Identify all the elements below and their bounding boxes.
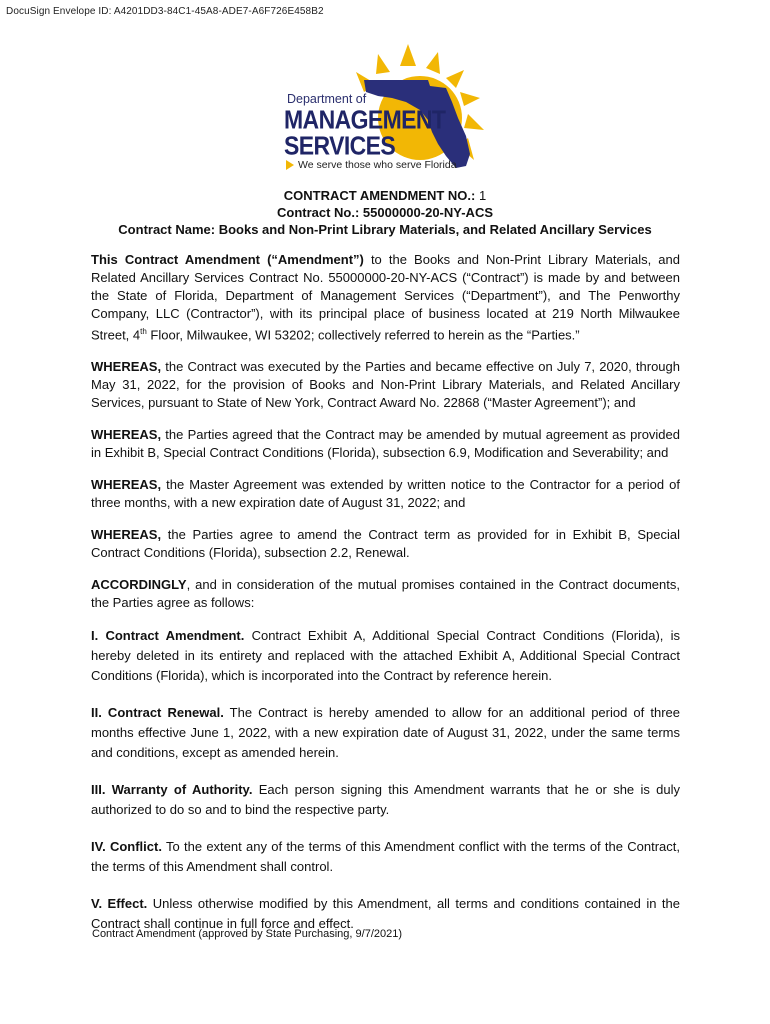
section-text: To the extent any of the terms of this Amendment conflict with the terms of the Contract, the terms of this Amendment shall control. bbox=[91, 839, 680, 875]
section-title: IV. Conflict. bbox=[91, 839, 162, 855]
logo-department-text: Department of bbox=[287, 92, 367, 106]
section-text: Unless otherwise modified by this Amendment, all terms and conditions contained in the Contract shall continue in full force and effect. bbox=[91, 896, 680, 932]
amendment-label: CONTRACT AMENDMENT NO.: bbox=[283, 188, 476, 203]
whereas-label: WHEREAS, bbox=[91, 477, 162, 493]
whereas-text: the Contract was executed by the Parties and became effective on July 7, 2020, through May 31, 2022, for the provision of Books and Non-Print Library Materials, and Related Ancillary Services, pursuant to State of New York, Contract Award No. 22868 (“Master Agreement”); and bbox=[91, 359, 680, 411]
page-footer: Contract Amendment (approved by State Purchasing, 9/7/2021) bbox=[92, 928, 403, 940]
document-heading bbox=[0, 187, 770, 238]
accordingly-label: ACCORDINGLY bbox=[91, 577, 187, 593]
section-conflict bbox=[91, 837, 680, 877]
section-contract-renewal bbox=[91, 703, 680, 763]
dms-logo bbox=[280, 40, 495, 180]
section-text: Contract Exhibit A, Additional Special Contract Conditions (Florida), is hereby deleted in its entirety and replaced with the attached Exhibit A, Additional Special Contract Conditions (Florida), which is incorporated into the Contract by reference herein. bbox=[91, 628, 680, 684]
intro-bold: This Contract Amendment (“Amendment”) bbox=[91, 252, 364, 267]
section-title: I. Contract Amendment. bbox=[91, 628, 245, 644]
whereas-text: the Parties agreed that the Contract may be amended by mutual agreement as provided in Exhibit B, Special Contract Conditions (Florida), subsection 6.9, Modification and Severability; and bbox=[91, 427, 680, 461]
intro-superscript: th bbox=[140, 327, 147, 336]
section-title: II. Contract Renewal. bbox=[91, 705, 224, 721]
intro-text-1: to the Books and Non-Print Library Materials, and Related Ancillary Services Contract No. 55000000-20-NY-ACS (“Contract”) is made by and between the State of Florida, Department of Management Services (“Department”), and The Penworthy Company, LLC (Contractor”), with its principal place of business located at 219 North Milwaukee Street, 4 bbox=[91, 252, 680, 343]
intro-paragraph bbox=[91, 251, 680, 344]
amendment-number: 1 bbox=[479, 188, 487, 203]
section-title: III. Warranty of Authority. bbox=[91, 782, 253, 798]
logo-management-text: MANAGEMENT bbox=[284, 105, 446, 135]
section-contract-amendment bbox=[91, 626, 680, 686]
logo-tagline bbox=[286, 159, 457, 171]
whereas-paragraph bbox=[91, 526, 680, 562]
docusign-envelope-id: DocuSign Envelope ID: A4201DD3-84C1-45A8-ADE7-A6F726E458B2 bbox=[6, 6, 324, 17]
section-warranty-of-authority bbox=[91, 780, 680, 820]
whereas-text: the Master Agreement was extended by written notice to the Contractor for a period of three months, with a new expiration date of August 31, 2022; and bbox=[91, 477, 680, 511]
whereas-paragraph bbox=[91, 358, 680, 412]
section-text: Each person signing this Amendment warrants that he or she is duly authorized to do so and to bind the respective party. bbox=[91, 782, 680, 818]
intro-text-2: Floor, Milwaukee, WI 53202; collectively referred to herein as the “Parties.” bbox=[146, 327, 580, 343]
section-title: V. Effect. bbox=[91, 896, 148, 912]
triangle-arrow-icon bbox=[286, 160, 294, 170]
accordingly-paragraph bbox=[91, 576, 680, 612]
document-body bbox=[91, 251, 680, 951]
accordingly-text: , and in consideration of the mutual promises contained in the Contract documents, the Parties agree as follows: bbox=[91, 577, 680, 611]
whereas-text: the Parties agree to amend the Contract term as provided for in Exhibit B, Special Contract Conditions (Florida), subsection 2.2, Renewal. bbox=[91, 527, 680, 561]
section-text: The Contract is hereby amended to allow for an additional period of three months effective June 1, 2022, with a new expiration date of August 31, 2022, under the same terms and conditions, except as amended herein. bbox=[91, 705, 680, 761]
contract-number: Contract No.: 55000000-20-NY-ACS bbox=[276, 205, 494, 220]
logo-tagline-text: We serve those who serve Florida bbox=[298, 159, 457, 171]
amendment-number-line bbox=[0, 187, 770, 204]
logo-services-text: SERVICES bbox=[284, 131, 396, 161]
whereas-paragraph bbox=[91, 426, 680, 462]
whereas-label: WHEREAS, bbox=[91, 527, 162, 543]
contract-name: Contract Name: Books and Non-Print Library Materials, and Related Ancillary Services bbox=[118, 222, 652, 237]
whereas-label: WHEREAS, bbox=[91, 427, 162, 443]
whereas-label: WHEREAS, bbox=[91, 359, 162, 375]
whereas-paragraph bbox=[91, 476, 680, 512]
